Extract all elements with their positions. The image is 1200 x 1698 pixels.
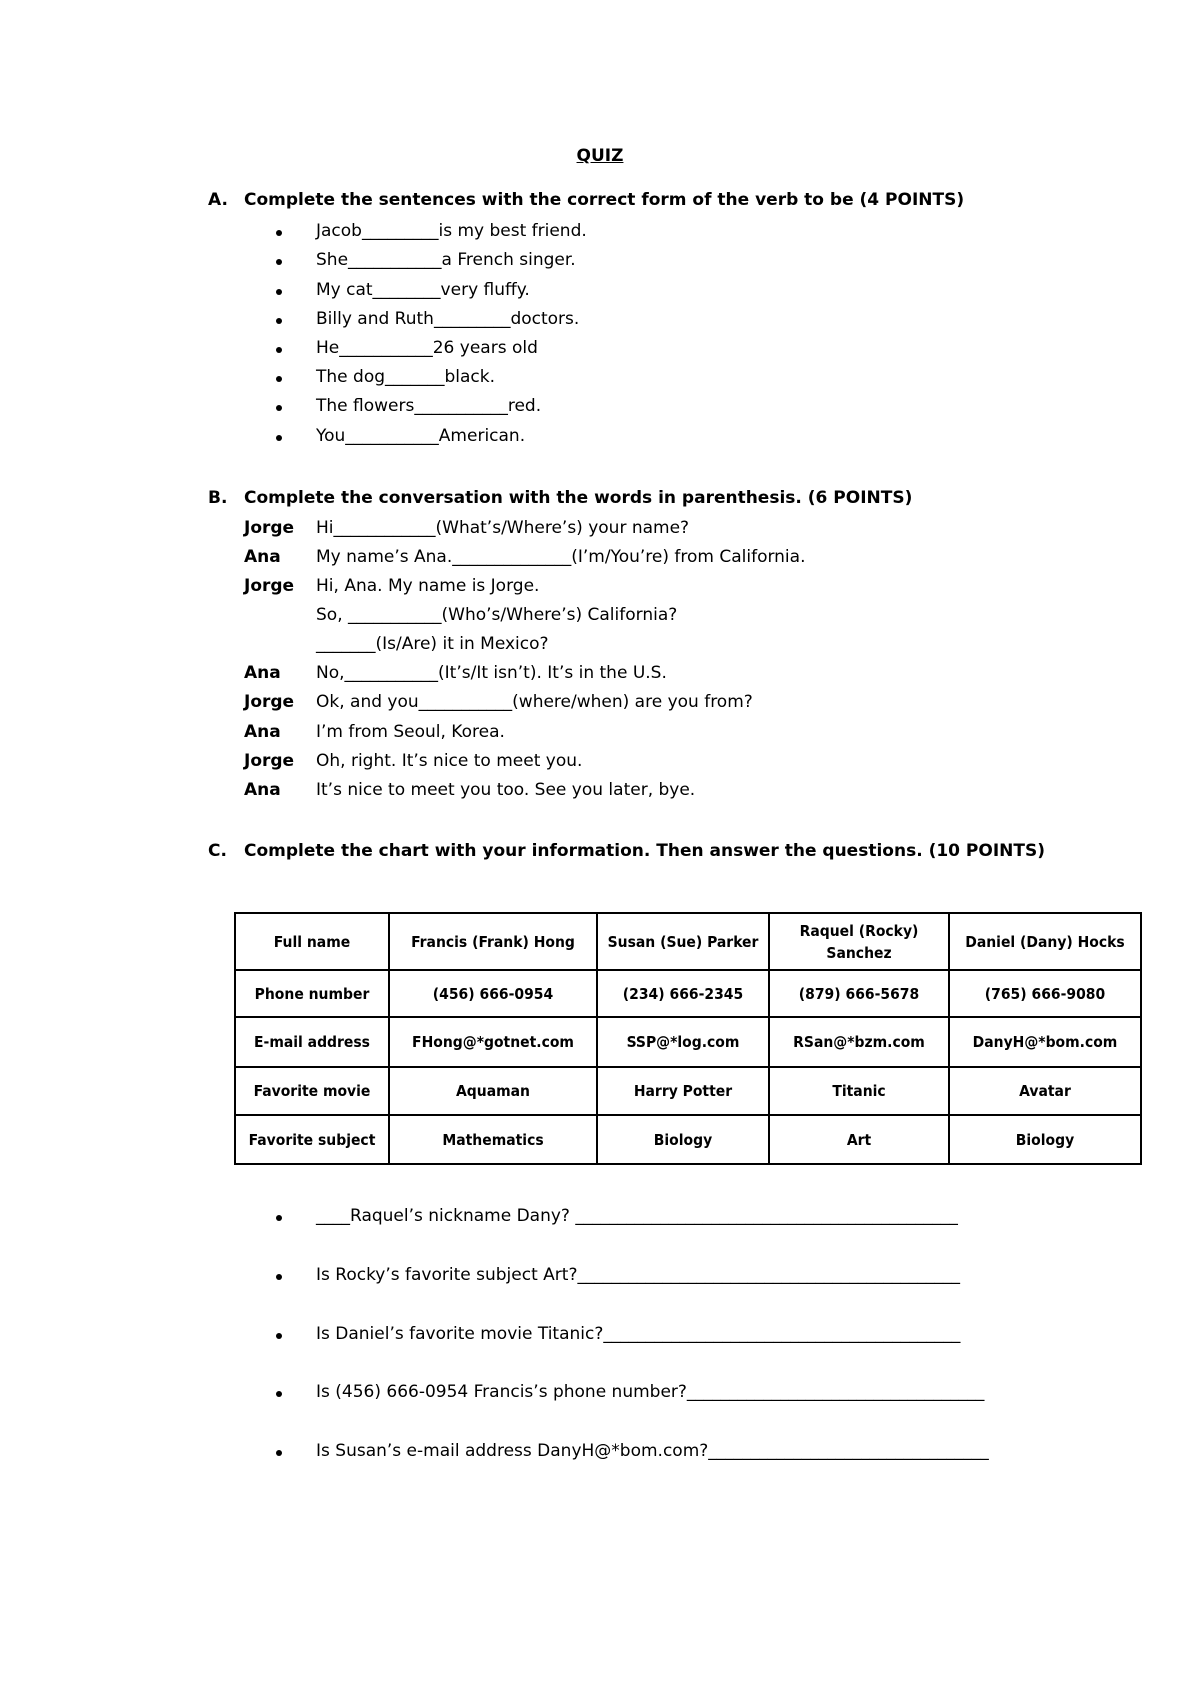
- sentence-text: She___________a French singer.: [316, 250, 576, 270]
- line-text: Hi____________(What’s/Where’s) your name?: [316, 518, 690, 538]
- chart-row: [235, 970, 1141, 1017]
- bullet-icon: [276, 289, 282, 295]
- chart-cell: (234) 666-2345: [597, 970, 769, 1017]
- chart-row: [235, 1067, 1141, 1115]
- chart-row: [235, 1115, 1141, 1164]
- section-c-title: Complete the chart with your information. Then answer the questions. (10 POINTS): [244, 841, 1045, 861]
- line-text: Ok, and you___________(where/when) are you from?: [316, 692, 753, 712]
- chart-cell: Biology: [949, 1115, 1141, 1164]
- chart-cell: Biology: [597, 1115, 769, 1164]
- bullet-icon: [276, 230, 282, 236]
- bullet-icon: [276, 1391, 282, 1397]
- chart-cell: (879) 666-5678: [769, 970, 949, 1017]
- page-title: QUIZ: [576, 146, 624, 166]
- chart-row: [235, 913, 1141, 970]
- chart-row-label: E-mail address: [235, 1017, 389, 1067]
- section-a-letter: A.: [208, 190, 228, 210]
- question-text: Is Susan’s e-mail address DanyH@*bom.com?_________________________________: [316, 1441, 989, 1461]
- line-text: So, ___________(Who’s/Where’s) California?: [316, 605, 678, 625]
- bullet-icon: [276, 1450, 282, 1456]
- bullet-icon: [276, 1274, 282, 1280]
- chart-row-label: Favorite movie: [235, 1067, 389, 1115]
- line-text: My name’s Ana.______________(I’m/You’re) from California.: [316, 547, 806, 567]
- chart-cell: Mathematics: [389, 1115, 597, 1164]
- sentence-text: Jacob_________is my best friend.: [316, 221, 587, 241]
- chart-cell: Francis (Frank) Hong: [389, 913, 597, 970]
- chart-cell: (456) 666-0954: [389, 970, 597, 1017]
- sentence-text: Billy and Ruth_________doctors.: [316, 309, 580, 329]
- question-text: Is Daniel’s favorite movie Titanic?__________________________________________: [316, 1324, 961, 1344]
- section-a-title: Complete the sentences with the correct form of the verb to be (4 POINTS): [244, 190, 965, 210]
- speaker-name: Jorge: [244, 692, 295, 712]
- bullet-icon: [276, 405, 282, 411]
- question-text: Is Rocky’s favorite subject Art?_____________________________________________: [316, 1265, 960, 1285]
- line-text: Hi, Ana. My name is Jorge.: [316, 576, 540, 596]
- sentence-text: My cat________very fluffy.: [316, 280, 530, 300]
- chart-row-label: Favorite subject: [235, 1115, 389, 1164]
- bullet-icon: [276, 435, 282, 441]
- chart-cell: Harry Potter: [597, 1067, 769, 1115]
- chart-row: [235, 1017, 1141, 1067]
- speaker-name: Jorge: [244, 751, 295, 771]
- bullet-icon: [276, 1215, 282, 1221]
- chart-cell: RSan@*bzm.com: [769, 1017, 949, 1067]
- chart-cell: SSP@*log.com: [597, 1017, 769, 1067]
- chart-row-label: Phone number: [235, 970, 389, 1017]
- chart-cell: Raquel (Rocky) Sanchez: [769, 913, 949, 970]
- section-a-heading: [208, 190, 964, 210]
- sentence-text: The dog_______black.: [316, 367, 496, 387]
- line-text: No,___________(It’s/It isn’t). It’s in the U.S.: [316, 663, 667, 683]
- line-text: It’s nice to meet you too. See you later, bye.: [316, 780, 696, 800]
- speaker-name: Jorge: [244, 518, 295, 538]
- chart-cell: Daniel (Dany) Hocks: [949, 913, 1141, 970]
- line-text: Oh, right. It’s nice to meet you.: [316, 751, 583, 771]
- info-chart: [234, 912, 1142, 1165]
- chart-cell: (765) 666-9080: [949, 970, 1141, 1017]
- speaker-name: Ana: [244, 722, 281, 742]
- section-c-letter: C.: [208, 841, 227, 861]
- line-text: _______(Is/Are) it in Mexico?: [316, 634, 549, 654]
- chart-cell: Susan (Sue) Parker: [597, 913, 769, 970]
- section-c-heading: [208, 841, 1045, 861]
- chart-row-label: Full name: [235, 913, 389, 970]
- chart-cell: DanyH@*bom.com: [949, 1017, 1141, 1067]
- sentence-text: He___________26 years old: [316, 338, 538, 358]
- speaker-name: Ana: [244, 547, 281, 567]
- chart-cell: Avatar: [949, 1067, 1141, 1115]
- chart-cell: Art: [769, 1115, 949, 1164]
- chart-cell: FHong@*gotnet.com: [389, 1017, 597, 1067]
- speaker-name: Ana: [244, 663, 281, 683]
- section-b-title: Complete the conversation with the words in parenthesis. (6 POINTS): [244, 488, 913, 508]
- bullet-icon: [276, 318, 282, 324]
- bullet-icon: [276, 259, 282, 265]
- sentence-text: You___________American.: [316, 426, 526, 446]
- section-b-heading: [208, 488, 912, 508]
- bullet-icon: [276, 1333, 282, 1339]
- speaker-name: Jorge: [244, 576, 295, 596]
- line-text: I’m from Seoul, Korea.: [316, 722, 505, 742]
- question-text: Is (456) 666-0954 Francis’s phone number?___________________________________: [316, 1382, 985, 1402]
- bullet-icon: [276, 376, 282, 382]
- section-b-letter: B.: [208, 488, 228, 508]
- sentence-text: The flowers___________red.: [316, 396, 542, 416]
- speaker-name: Ana: [244, 780, 281, 800]
- chart-cell: Titanic: [769, 1067, 949, 1115]
- bullet-icon: [276, 347, 282, 353]
- question-text: ____Raquel’s nickname Dany? _____________________________________________: [316, 1206, 958, 1226]
- chart-cell: Aquaman: [389, 1067, 597, 1115]
